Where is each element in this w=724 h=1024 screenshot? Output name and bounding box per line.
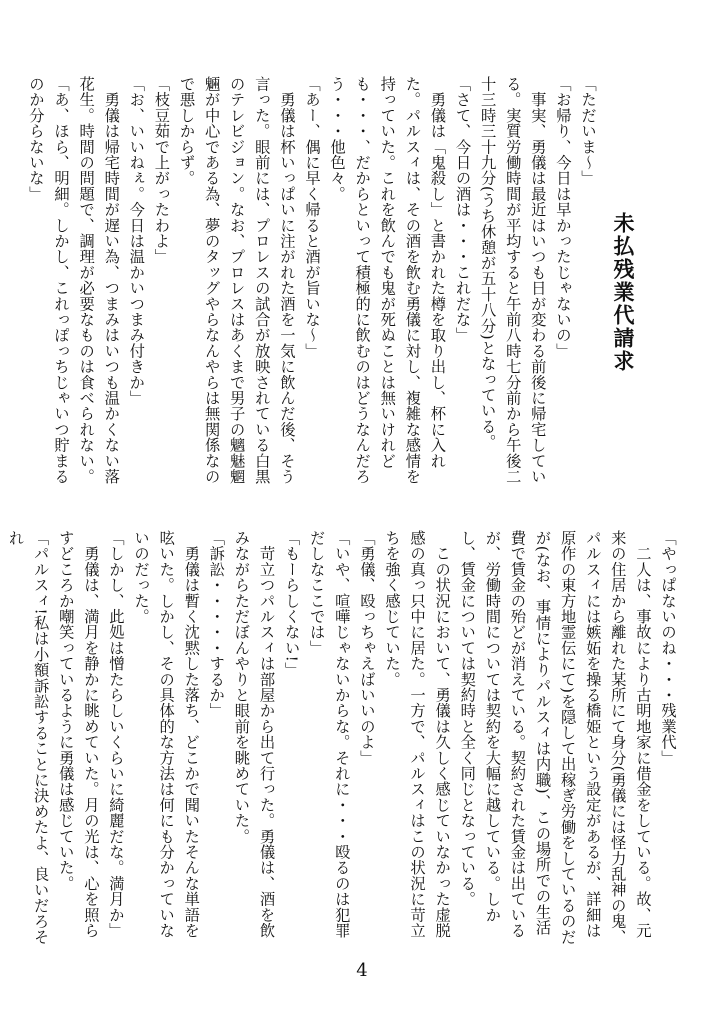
paragraph: 「やっぱないのね・・・残業代」 xyxy=(659,530,677,766)
paragraph: 苛立つパルスィは部屋から出て行った。勇儀は、酒を飲みながらただぼんやりと眼前を眺めていた。 xyxy=(232,530,276,939)
paragraph: 勇儀は杯いっぱいに注がれた酒を一気に飲んだ後、そう言った。眼前には、プロレスの試合が放映されている白黒のテレビジョン。なお、プロレスはあくまで男子の魑魅魍魎が中心である為、夢のタッグやらなんやらは無関係なので悪しからず。 xyxy=(177,76,296,485)
paragraph: 「訴訟・・・・・するか」 xyxy=(207,530,226,719)
paragraph: 「枝豆茹で上がったわよ」 xyxy=(152,76,171,265)
paragraph: 「あー、偶に早く帰ると酒が旨いな〜」 xyxy=(302,76,321,359)
paragraph: 勇儀は帰宅時間が遅い為、つまみはいつも温かくない落花生。時間の問題で、調理が必要なものは食べられない。 xyxy=(77,76,121,485)
chapter-title: 未払残業代請求 xyxy=(611,212,635,373)
paragraph: この状況において、勇儀は久しく感じていなかった虚脱感の真っ只中に居た。一方で、パルスィはこの状況に苛立ちを強く感じていた。 xyxy=(382,530,452,939)
paragraph: 「お、いいねぇ。今日は温かいつまみ付きか」 xyxy=(127,76,146,406)
paragraph: 「いや、喧嘩じゃないからな。それに・・・殴るのは犯罪だしなここでは」 xyxy=(307,530,351,939)
paragraph: 「パルスィ!私は小額訴訟することに決めたよ、良いだろそれ xyxy=(6,530,50,945)
paragraph: 「もーらしくない!」 xyxy=(282,530,301,678)
paragraph: 事実、勇儀は最近はいつも日が変わる前後に帰宅している。実質労働時間が平均すると午前八時七分前から午後二十三時三十九分(うち休憩が五十八分)となっている。 xyxy=(478,76,547,485)
paragraph: 勇儀は「鬼殺し」と書かれた樽を取り出し、杯に入れた。パルスィは、その酒を飲む勇儀に対し、複雑な感情を持っていた。これを飲んでも鬼が死ぬことは無いけれども・・・、だからといって積極的に飲むのはどうなんだろう・・・他色々。 xyxy=(328,76,447,485)
paragraph: 「ただいま〜」 xyxy=(579,76,597,186)
text-block-lower xyxy=(6,530,680,950)
paragraph: 「お帰り、今日は早かったじゃないの」 xyxy=(553,76,572,359)
paragraph: 「あ、ほら、明細。しかし、これっぽっちじゃいつ貯まるのか分らないな」 xyxy=(26,76,71,485)
text-block-upper xyxy=(26,76,600,496)
paragraph: 「さて、今日の酒は・・・これだな」 xyxy=(453,76,472,343)
paragraph: 二人は、事故により古明地家に借金をしている。故、元来の住居から離れた某所にて身分(勇儀には怪力乱神の鬼、パルスィには嫉妬を操る橋姫という設定があるが、詳細は原作の東方地霊伝にて)を隠して出稼ぎ労働をしているのだが(なお、事情によりパルスィは内職)、この場所での生活費で賃金の殆どが消えている。契約された賃金は出ているが、労働時間については契約を大幅に越している。しかし、賃金については契約時と全く同じとなっている。 xyxy=(458,530,652,945)
page-number: 4 xyxy=(356,960,368,981)
paragraph: 「しかし、此処は憎たらしいくらいに綺麗だな。満月か」 xyxy=(106,530,125,939)
paragraph: 「勇儀、殴っちゃえばいいのよ」 xyxy=(357,530,376,766)
paragraph: 勇儀は暫く沈黙した落ち、どこかで聞いたそんな単語を呟いた。しかし、その具体的な方法は何にも分かっていないのだった。 xyxy=(132,530,201,939)
paragraph: 勇儀は、満月を静かに眺めていた。月の光は、心を照らすどころか嘲笑っているように勇儀は感じていた。 xyxy=(56,530,100,939)
